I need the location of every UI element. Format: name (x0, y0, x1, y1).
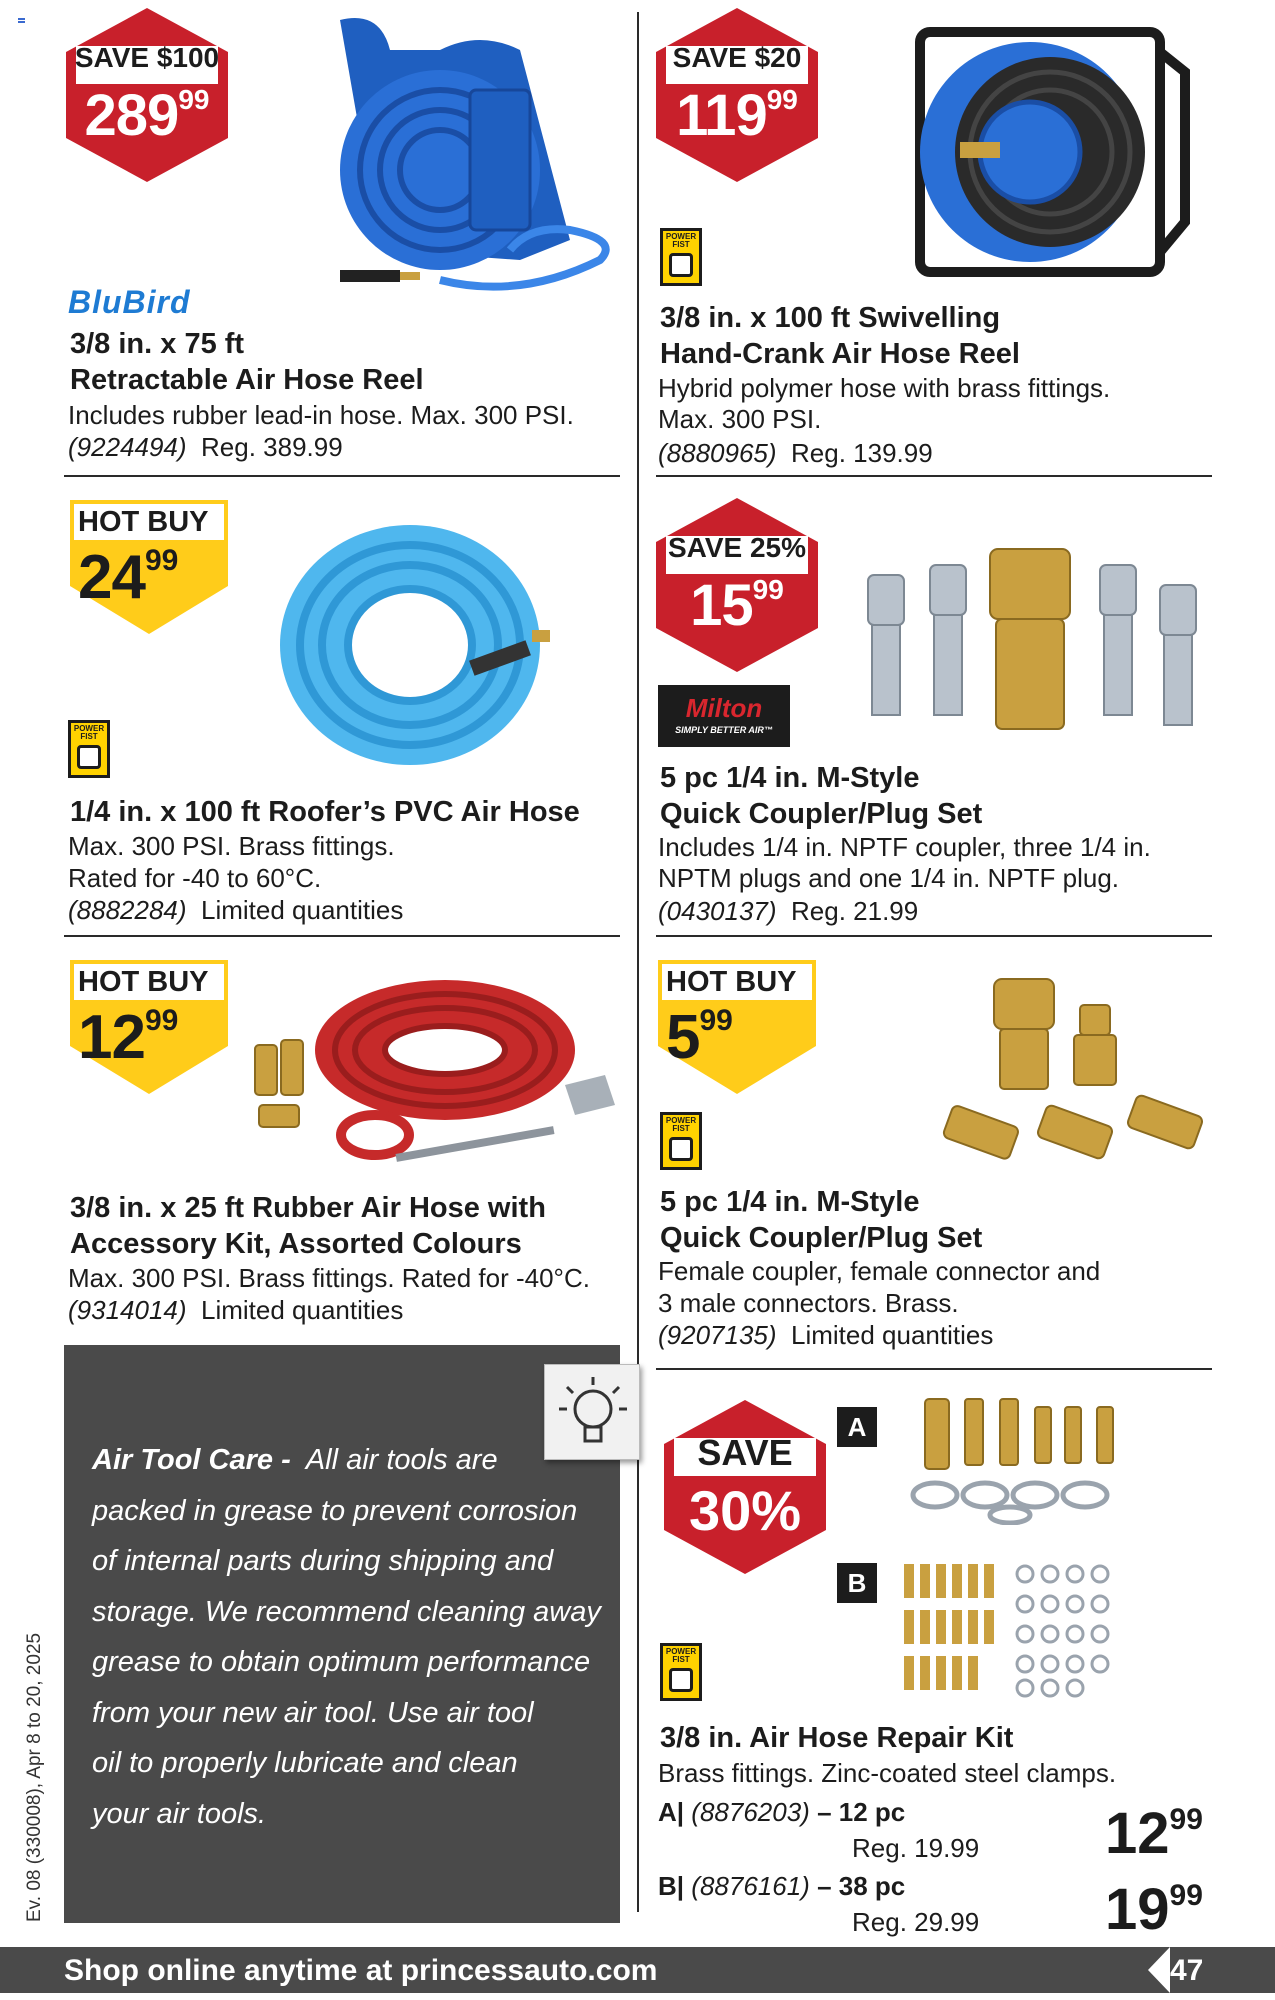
power-fist-logo: POWER FIST (660, 1112, 702, 1170)
product-title: Quick Coupler/Plug Set (660, 1222, 983, 1254)
product-description: NPTM plugs and one 1/4 in. NPTF plug. (658, 863, 1120, 893)
sale-price: 28999 (84, 83, 210, 148)
row-divider (64, 475, 620, 477)
rubber-hose-kit-image (245, 955, 625, 1175)
kit-option-a-price: 1299 (1105, 1801, 1203, 1866)
product-title: Retractable Air Hose Reel (70, 364, 424, 396)
product-title: 5 pc 1/4 in. M-Style (660, 1186, 920, 1218)
save-amount: SAVE $100 (74, 42, 220, 73)
kit-b-label: B (837, 1563, 877, 1603)
price-badge (652, 6, 822, 184)
kit-a-image (905, 1395, 1135, 1525)
pvc-air-hose-image (270, 510, 570, 780)
product-title: 3/8 in. x 25 ft Rubber Air Hose with (70, 1192, 546, 1224)
event-dates: Ev. 08 (330008), Apr 8 to 20, 2025 (24, 1632, 45, 1922)
lightbulb-icon (544, 1364, 640, 1460)
kit-option-b: B| (8876161) – 38 pc (658, 1871, 906, 1901)
price-badge (652, 496, 822, 674)
product-title: 3/8 in. x 75 ft (70, 328, 245, 360)
sale-price: 1599 (690, 573, 784, 638)
save-amount: SAVE 25% (668, 532, 806, 563)
product-title: Quick Coupler/Plug Set (660, 798, 983, 830)
page-corner-mark (18, 18, 25, 23)
kit-b-image (900, 1560, 1130, 1700)
price-badge (660, 1398, 830, 1576)
price-badge (62, 6, 232, 184)
product-sku-line: (9207135) Limited quantities (658, 1320, 994, 1350)
column-divider (637, 12, 639, 1912)
product-title: Accessory Kit, Assorted Colours (70, 1228, 522, 1260)
page-number: 47 (1170, 1954, 1204, 1987)
hot-buy-badge (64, 958, 234, 1098)
product-title: Hand-Crank Air Hose Reel (660, 338, 1020, 370)
kit-option-a: A| (8876203) – 12 pc (658, 1797, 906, 1827)
product-description: Brass fittings. Zinc-coated steel clamps. (658, 1758, 1117, 1788)
air-tool-care-tip (64, 1345, 620, 1923)
sale-price: 1299 (78, 1003, 179, 1072)
kit-a-label: A (837, 1407, 877, 1447)
product-title: 3/8 in. x 100 ft Swivelling (660, 302, 1001, 334)
footer-bar (0, 1947, 1275, 1993)
product-title: 5 pc 1/4 in. M-Style (660, 762, 920, 794)
row-divider (64, 935, 620, 937)
product-title: 1/4 in. x 100 ft Roofer’s PVC Air Hose (70, 796, 580, 828)
sale-price: 2499 (78, 543, 179, 612)
hot-buy-label: HOT BUY (78, 506, 209, 538)
kit-option-b-reg: Reg. 29.99 (852, 1907, 980, 1937)
fist-icon (77, 745, 101, 769)
save-label: SAVE (697, 1432, 793, 1473)
retractable-hose-reel-image (320, 10, 620, 310)
hand-crank-hose-reel-image (900, 12, 1200, 292)
page-tab-chevron (1148, 1947, 1170, 1993)
product-description: Hybrid polymer hose with brass fittings. (658, 373, 1111, 403)
kit-option-b-price: 1999 (1105, 1877, 1203, 1942)
product-description: Max. 300 PSI. Brass fittings. (68, 831, 395, 861)
save-amount: SAVE $20 (672, 42, 802, 73)
sale-price: 11999 (676, 83, 798, 148)
hot-buy-label: HOT BUY (666, 966, 797, 998)
product-title: 3/8 in. Air Hose Repair Kit (660, 1722, 1014, 1754)
product-sku-line: (8880965) Reg. 139.99 (658, 438, 933, 468)
product-sku-line: (9314014) Limited quantities (68, 1295, 404, 1325)
product-sku-line: (8882284) Limited quantities (68, 895, 404, 925)
row-divider (656, 475, 1212, 477)
hot-buy-badge (652, 958, 822, 1098)
product-description: Female coupler, female connector and (658, 1256, 1101, 1286)
shop-online-link[interactable]: Shop online anytime at princessauto.com (64, 1954, 658, 1987)
save-percent: 30% (688, 1479, 802, 1542)
product-description: Includes rubber lead-in hose. Max. 300 PSI. (68, 400, 574, 430)
product-description: Rated for -40 to 60°C. (68, 863, 322, 893)
milton-logo: Milton SIMPLY BETTER AIR™ (658, 685, 790, 747)
brass-coupler-set-image (940, 975, 1220, 1195)
hot-buy-label: HOT BUY (78, 966, 209, 998)
kit-option-a-reg: Reg. 19.99 (852, 1833, 980, 1863)
power-fist-logo: POWER FIST (68, 720, 110, 778)
power-fist-logo: POWER FIST (660, 228, 702, 286)
coupler-plug-set-image (860, 545, 1220, 745)
product-description: Max. 300 PSI. Brass fittings. Rated for -40°C. (68, 1263, 590, 1293)
row-divider (656, 1368, 1212, 1370)
fist-icon (669, 1137, 693, 1161)
bluebird-logo: BluBird (68, 284, 191, 320)
product-description: Includes 1/4 in. NPTF coupler, three 1/4 in. (658, 832, 1151, 862)
product-sku-line: (9224494) Reg. 389.99 (68, 432, 343, 462)
fist-icon (669, 1668, 693, 1692)
product-description: 3 male connectors. Brass. (658, 1288, 959, 1318)
product-description: Max. 300 PSI. (658, 404, 822, 434)
hot-buy-badge (64, 498, 234, 638)
fist-icon (669, 253, 693, 277)
product-sku-line: (0430137) Reg. 21.99 (658, 896, 919, 926)
row-divider (656, 935, 1212, 937)
sale-price: 599 (666, 1003, 733, 1072)
tip-text: Air Tool Care - All air tools are packed in grease to prevent corrosion of internal parts during shipping and storage. We recommend cleaning away grease to obtain optimum performance from your new air tool. Use air tool oil to properly lubricate and clean your air tools. (92, 1444, 601, 1830)
power-fist-logo: POWER FIST (660, 1643, 702, 1701)
